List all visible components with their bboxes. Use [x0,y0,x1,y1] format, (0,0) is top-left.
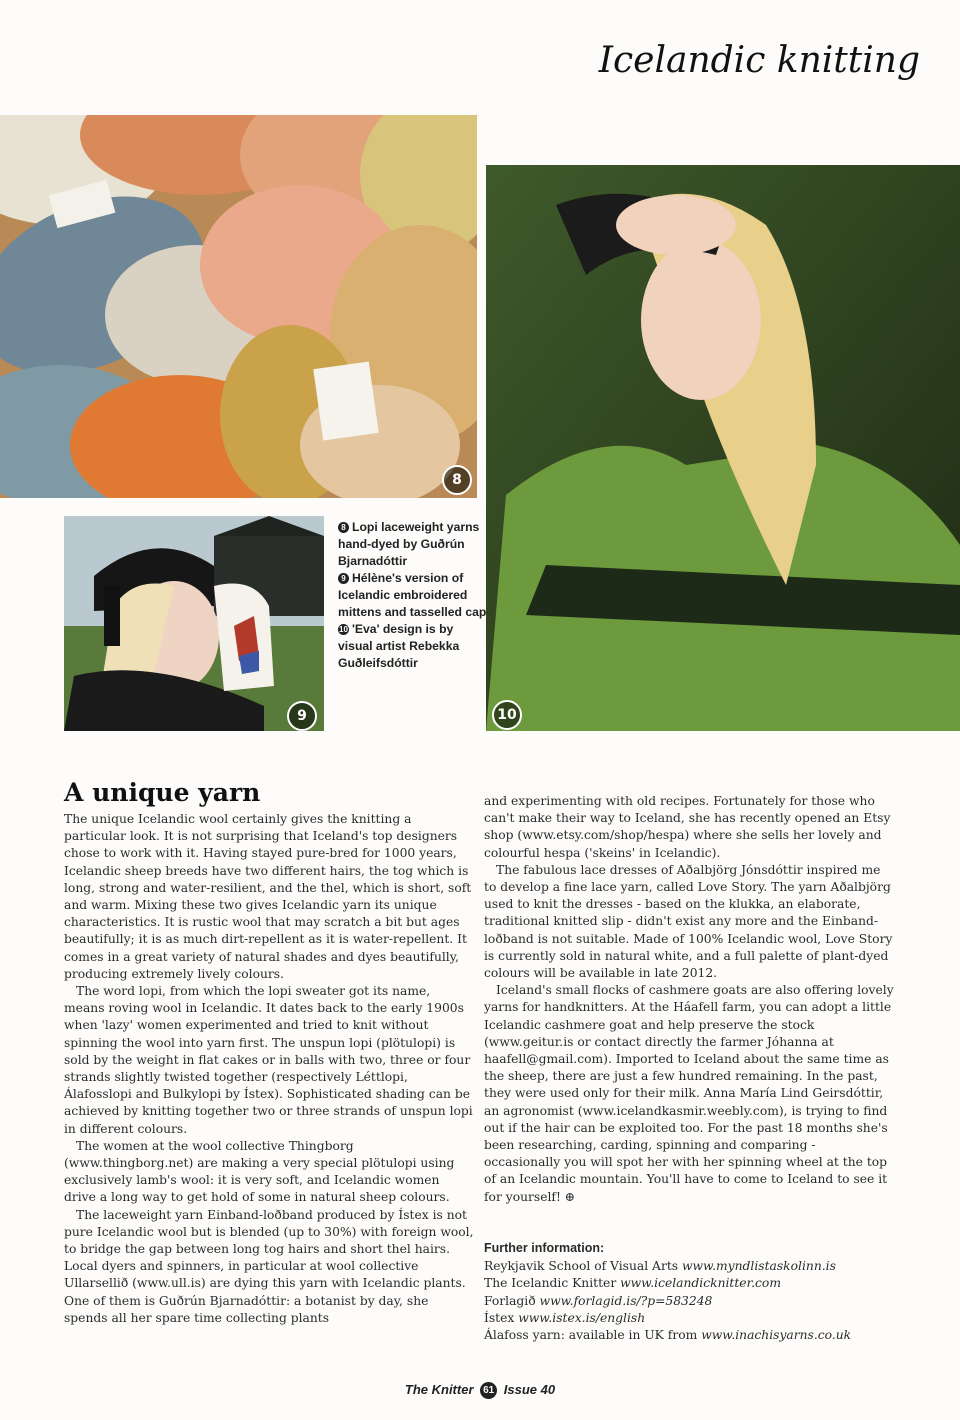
photo-badge-9: 9 [287,701,317,731]
resource-item: The Icelandic Knitter www.icelandicknitter.com [484,1276,781,1291]
caption-number-10: 10 [339,625,348,634]
page-footer [0,1382,960,1399]
sweater-portrait-photo [486,165,960,731]
photo-badge-8: 8 [442,465,472,495]
issue-number: Issue 40 [503,1382,556,1397]
resource-link[interactable]: www.icelandicknitter.com [620,1276,781,1291]
resource-item: Forlagið www.forlagid.is/?p=583248 [484,1293,713,1308]
caption-8: Lopi laceweight yarns hand-dyed by Guðrún Bjarnadóttir [338,520,480,568]
resource-link[interactable]: www.myndlistaskolinn.is [682,1259,836,1274]
resource-item: Álafoss yarn: available in UK from www.inachisyarns.co.uk [484,1328,852,1343]
caption-10: 'Eva' design is by visual artist Rebekka Guðleifsdóttir [338,622,460,670]
article-column-2 [484,793,894,1206]
article-column-1 [64,811,474,1327]
paragraph: The women at the wool collective Thingborg (www.thingborg.net) are making a very special plötulopi using exclusively lamb's wool: it is very soft, and Icelandic women drive a long way to get hold of some in natural sheep colours. [64,1138,455,1205]
mittens-photo [64,516,324,731]
paragraph: and experimenting with old recipes. Fortunately for those who can't make their way to Iceland, she has recently opened an Etsy shop (www.etsy.com/shop/hespa) where she sells her lovely and colourful hespa ('skeins' in Icelandic). [484,794,891,860]
photo-caption [338,519,488,672]
page-number: 61 [480,1382,497,1399]
magazine-name: The Knitter [404,1382,474,1397]
caption-number-8: 8 [338,522,349,533]
resource-item: Ístex www.istex.is/english [484,1310,646,1325]
further-information [484,1240,904,1344]
page-title: Icelandic knitting [598,40,920,81]
resource-link[interactable]: www.istex.is/english [518,1310,646,1325]
photo-badge-10: 10 [492,700,522,730]
resource-link[interactable]: www.forlagid.is/?p=583248 [539,1293,713,1308]
yarn-photo [0,115,477,498]
article-heading: A unique yarn [64,778,261,807]
further-information-heading: Further information: [484,1241,605,1255]
resource-item: Reykjavik School of Visual Arts www.myndlistaskolinn.is [484,1259,836,1274]
paragraph: The word lopi, from which the lopi sweater got its name, means roving wool in Icelandic. It dates back to the early 1900s when 'lazy' women experimented and tried to knit without spinning the wool into yarn first. The unspun lopi (plötulopi) is sold by the weight in flat cakes or in balls with two, three or four strands slightly twisted together (respectively Léttlopi, Álafosslopi and Bulkylopi by Ístex). Sophisticated shading can be achieved by knitting together two or three strands of unspun lopi in different colours. [64,984,473,1136]
paragraph: The laceweight yarn Einband-loðband produced by Ístex is not pure Icelandic wool but is blended (up to 30%) with foreign wool, to bridge the gap between long tog hairs and short thel hairs. Local dyers and spinners, in particular at wool collective Ullarsellið (www.ull.is) are dying this yarn with Icelandic plants. One of them is Guðrún Bjarnadóttir: a botanist by day, she spends all her spare time collecting plants [64,1207,474,1325]
paragraph: The fabulous lace dresses of Aðalbjörg Jónsdóttir inspired me to develop a fine lace yarn, called Love Story. The yarn Aðalbjörg used to knit the dresses - based on the klukka, an elaborate, traditional knitted slip - didn't exist any more and the Einband-loðband is not suitable. Made of 100% Icelandic wool, Love Story is currently sold in natural white, and a full palette of plant-dyed colours will be available in late 2012. [484,862,893,981]
paragraph: The unique Icelandic wool certainly gives the knitting a particular look. It is not surprising that Iceland's top designers chose to work with it. Having stayed pure-bred for 1000 years, Icelandic sheep breeds have two different hairs, the tog which is long, strong and water-resilient, and the thel, which is short, soft and warm. Mixing these two gives Icelandic yarn its unique characteristics. It is rustic wool that may scratch a bit but ages beautifully; it is as much dirt-repellent as it is water-repellent. It comes in a great variety of natural shades and dyes beautifully, producing extremely lively colours. [64,812,472,981]
caption-9: Hélène's version of Icelandic embroidered mittens and tasselled cap [338,571,487,619]
resource-link[interactable]: www.inachisyarns.co.uk [701,1328,852,1343]
paragraph: Iceland's small flocks of cashmere goats are also offering lovely yarns for handknitters. At the Háafell farm, you can adopt a little Icelandic cashmere goat and help preserve the stock (www.geitur.is or contact directly the farmer Jóhanna at haafell@gmail.com). Imported to Iceland about the same time as the sheep, there are just a few hundred remaining. In the past, they were used only for their milk. Anna María Lind Geirsdóttir, an agronomist (www.icelandkasmir.weebly.com), is trying to find out if the hair can be exploited too. For the past 18 months she's been researching, carding, spinning and comparing - occasionally you will spot her with her spinning wheel at the top of an Icelandic mountain. You'll have to come to Iceland to see it for yourself! ⊕ [484,983,894,1204]
caption-number-9: 9 [338,573,349,584]
